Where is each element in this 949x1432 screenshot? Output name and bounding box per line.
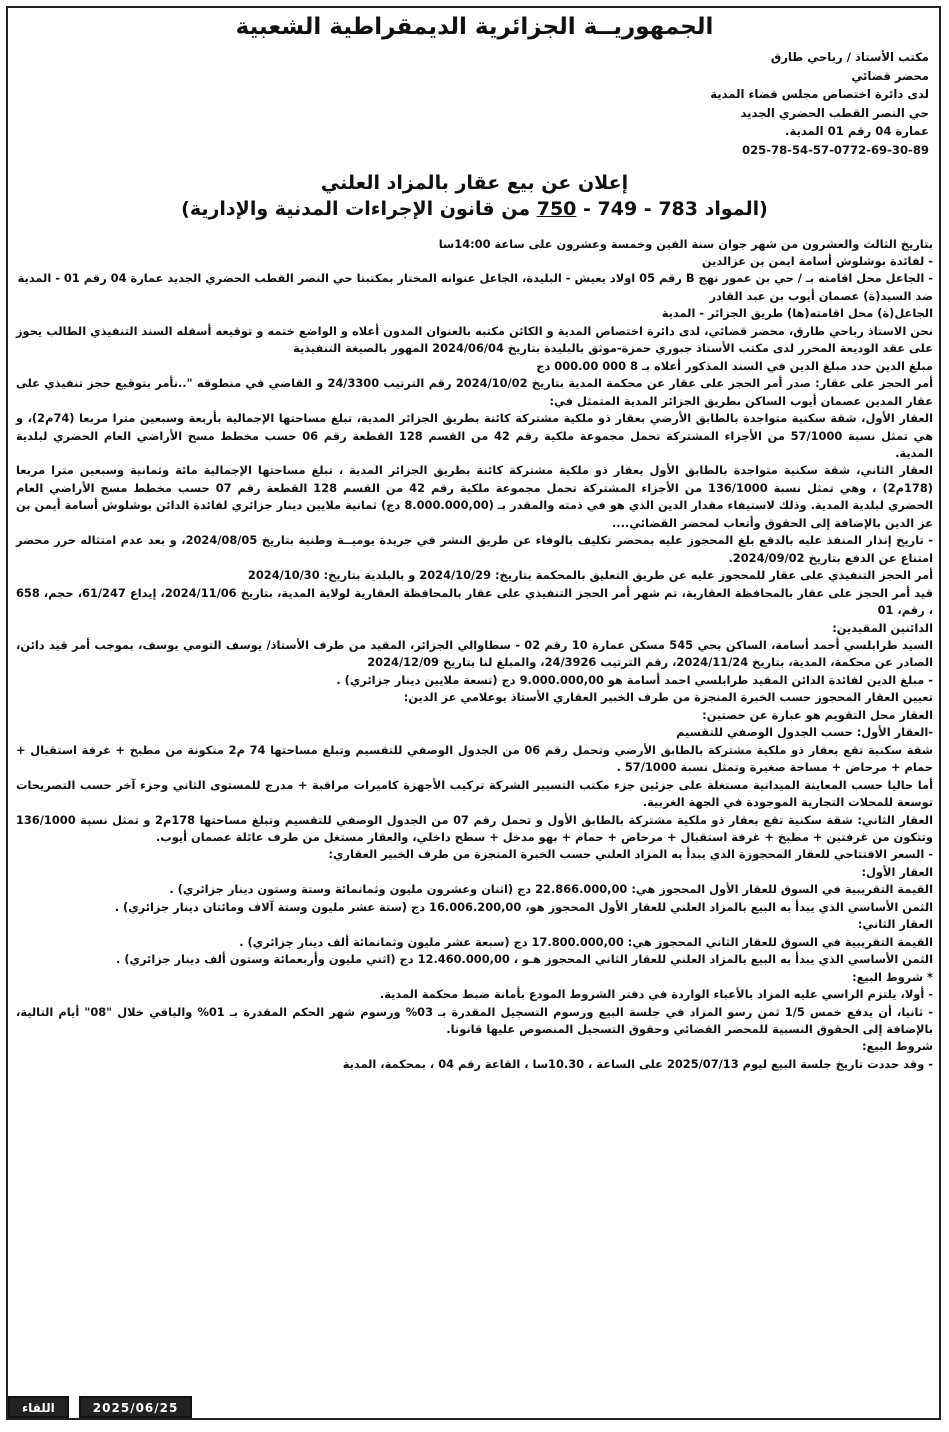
- announcement-articles: [16, 196, 933, 222]
- bailiff-office-block: [16, 48, 929, 160]
- body-paragraph: القيمة التقريبية في السوق للعقار الأول المحجوز هي: 22.866.000,00 دج (اثنان وعشرون مليون وثمانمائة وستة وستون دينار جزائري) .: [169, 882, 933, 897]
- body-paragraph: العقار الثاني، شقة سكنية متواجدة بالطابق الأول بعقار ذو ملكية مشتركة كائنة بطريق الجزائر المدية ، تبلغ مساحتها الإجمالية مائة وثمانية وسبعين مترا مربعا (178م2) ، وهي تمثل نسبة 136/1000 من الأجزاء المشتركة تحمل مجموعة ملكية رقم 42 من القسم 128 القطعة رقم 07 حسب مخطط مسح الأراضي العام الحضري لبلدية المدية. وذلك لاستيفاء مقدار الدين الذي هو في ذمته والمقدر بـ (8.000.000,00 دج) ثمانية ملايين دينار جزائري لفائدة الدائن بوشلوش أسامة أيمن بن عز الدين بالإضافة إلى الحقوق وأتعاب لمحضر القضائي....: [16, 463, 933, 530]
- footer-date: 2025/06/25: [79, 1396, 193, 1418]
- body-paragraph: مبلغ الدين حدد مبلغ الدين في السند المذكور أعلاه بـ 8 000 000.00 دج: [536, 358, 933, 373]
- body-paragraph: - السعر الافتتاحي للعقار المحجوزة الذي يبدأ به المزاد العلني حسب الخبرة المنجزة من طرف الخبير العقاري:: [328, 847, 933, 862]
- body-paragraph: * شروط البيع:: [852, 969, 933, 984]
- office-line: مكتب الأستاذ / رباحي طارق: [770, 50, 929, 64]
- body-paragraph: القيمة التقريبية في السوق للعقار الثاني المحجوز هي: 17.800.000,00 دج (سبعة عشر مليون وثمانمائة ألف دينار جزائري) .: [239, 934, 933, 949]
- body-paragraph: العقار الثاني: شقة سكنية تقع بعقار ذو ملكية مشتركة بالطابق الأول و تحمل رقم 07 من الجدول الوصفي للتقسيم وتبلغ مساحتها 178م2 و تمثل نسبة 136/1000 وتتكون من غرفتين + مطبخ + غرفة استقبال + مرحاض + حمام + بهو مدخل + سطح داخلي، والعقار مستغل من طرف عائلة عصمان أيوب.: [16, 812, 933, 844]
- body-paragraph: ضد السيد(ة) عصمان أيوب بن عبد القادر: [709, 288, 933, 303]
- article-separator: -: [576, 197, 598, 220]
- body-paragraph: السيد طرابلسي أحمد أسامة، الساكن بحي 545 مسكن عمارة 10 رقم 02 - سطاوالي الجزائر، المقيد من طرف الأستاذ/ يوسف التومي يوسف، بموجب أمر قيد دائن، الصادر عن محكمة، المدية، بتاريخ 2024/11/24، رقم الترتيب 24/3926، والمبلغ لنا بتاريخ 2024/12/09: [16, 637, 933, 670]
- article-749: 749: [597, 197, 638, 220]
- articles-suffix: من قانون الإجراءات المدنية والإدارية): [181, 197, 537, 220]
- body-paragraph: نحن الاستاذ رباحي طارق، محضر قضائي، لدى دائرة اختصاص المدية و الكائن مكتبه بالعنوان المدون أعلاه و الواضع ختمه و توقيعه أسفله السند التنفيذي الطالب يحوز على عقد الوديعة المحرر لدى مكتب الأستاذ جبوري حمزة-موثق بالبليدة بتاريخ 2024/06/04 المهور بالصيغة التنفيذية: [16, 323, 933, 356]
- body-paragraph: العقار محل التقويم هو عبارة عن حصتين:: [702, 707, 933, 722]
- body-paragraph: شقة سكنية تقع بعقار ذو ملكية مشتركة بالطابق الأرضي وتحمل رقم 06 من الجدول الوصفي للتقسيم وتبلغ مساحتها 74 م2 متكونة من مطبخ + غرفة استقبال + حمام + مرحاض + مساحة صغيرة وتمثل نسبة 57/1000 .: [16, 742, 934, 775]
- body-paragraph: شروط البيع:: [862, 1039, 933, 1054]
- article-750: 750: [536, 197, 577, 220]
- office-line: محضر قضائي: [851, 68, 929, 83]
- body-paragraph: الجاعل(ة) محل اقامته(ها) طريق الجزائر - المدية: [661, 306, 933, 321]
- announcement-title: إعلان عن بيع عقار بالمزاد العلني: [320, 171, 629, 194]
- body-paragraph: قيد أمر الحجز على عقار بالمحافظة العقارية، تم شهر أمر الحجز التنفيذي على عقار بالمحافظة العقارية لولاية المدية، بتاريخ 2024/11/06، إيداع 61/247، حجم، 658 ، رقم، 01: [16, 585, 933, 618]
- footer: [8, 1396, 202, 1418]
- body-paragraph: بتاريخ الثالث والعشرون من شهر جوان سنة الفين وخمسة وعشرون على ساعة 14:00سا: [438, 236, 933, 251]
- body-paragraph: العقار الأول، شقة سكنية متواجدة بالطابق الأرضي بعقار ذو ملكية مشتركة كائنة بطريق الجزائر المدية، تبلغ مساحتها الإجمالية بأربعة وسبعين مترا مربعا (74م2)، و هي تمثل نسبة 57/1000 من الأجزاء المشتركة تحمل مجموعة ملكية رقم 42 من القسم 128 القطعة رقم 06 حسب مخطط مسح الأراضي العام الحضري لبلدية المدية.: [16, 411, 933, 460]
- body-paragraph: - مبلغ الدين لفائدة الدائن المقيد طرابلسي احمد أسامة هو 9.000.000,00 دج (تسعة ملايين دينار جزائري) .: [336, 672, 933, 687]
- body-paragraph: الدائنين المقيدين:: [832, 620, 933, 635]
- office-line: حي النصر القطب الحضري الجديد: [740, 105, 929, 120]
- body-paragraph: - أولا، يلتزم الراسي عليه المزاد بالأعباء الواردة في دفتر الشروط المودع بأمانة ضبط محكمة المدية.: [379, 987, 933, 1002]
- body-paragraph: - ثانيا، أن يدفع خمس 1/5 ثمن رسو المزاد في جلسة البيع ورسوم التسجيل المقدرة بـ 03% ورسوم شهر الحكم المقدرة بـ 01% والباقي خلال "08" أيام التالية، بالإضافة إلى الحقوق النسبية للمحضر القضائي وحقوق التسجيل المنصوص عليها قانونا.: [16, 1004, 933, 1036]
- body-paragraph: - لفائدة بوشلوش أسامة ايمن بن عزالدين: [701, 254, 933, 269]
- body-paragraph: أما حاليا حسب المعاينة الميدانية مستغلة على جزئين جزء مكتب التسيير الشركة تركيب الأجهزة كاميرات مراقبة + مدرج للمستوى الثاني وجزء آخر حسب التصريحات توسعة للمحلات التجارية الموجودة في الجهة الغربية.: [16, 777, 933, 810]
- body-paragraph: الثمن الأساسي الذي يبدأ به البيع بالمزاد العلني للعقار الأول المحجوز هو، 16.006.200,00 دج (ستة عشر مليون وستة آلاف ومائتان دينار جزائري) .: [114, 899, 933, 914]
- notice-content: [16, 8, 933, 1073]
- articles-prefix: (المواد: [697, 197, 768, 220]
- article-783: 783: [658, 197, 698, 220]
- notice-body: [16, 236, 933, 1074]
- body-paragraph: أمر الحجز على عقار: صدر أمر الحجز على عقار عن محكمة المدية بتاريخ 2024/10/02 رقم الترتيب 24/3300 و القاضي في منطوقه "..نأمر بتوقيع حجز تنفيذي على عقار المدين عصمان أيوب الساكن بطريق الجزائر المدية المتمثل في:: [16, 376, 933, 408]
- republic-heading: الجمهوريــة الجزائرية الديمقراطية الشعبية: [235, 14, 714, 40]
- body-paragraph: العقار الأول:: [861, 864, 933, 879]
- body-paragraph: -العقار الأول: حسب الجدول الوصفي للتقسيم: [676, 725, 933, 740]
- office-phones: 025-78-54-57-0772-69-30-89: [742, 142, 929, 157]
- body-paragraph: - وقد حددت تاريخ جلسة البيع ليوم 2025/07/13 على الساعة ، 10.30سا ، القاعة رقم 04 ، بمحكمة، المدية: [342, 1056, 933, 1071]
- footer-source-label: اللقاء: [8, 1396, 69, 1418]
- body-paragraph: العقار الثاني:: [857, 917, 933, 932]
- body-paragraph: الثمن الأساسي الذي يبدأ به البيع بالمزاد العلني للعقار الثاني المحجوز هـو ، 12.460.000,00 دج (اثني مليون وأربعمائة وستون ألف دينار جزائري) .: [116, 952, 933, 967]
- article-separator: -: [637, 197, 659, 220]
- body-paragraph: - الجاعل محل اقامته بـ / حي بن عمور نهج B رقم 05 اولاد يعيش - البليدة، الجاعل عنوانه المختار بمكتبنا حي النصر القطب الحضري الجديد عمارة 04 رقم 01 - المدية: [17, 271, 933, 286]
- body-paragraph: تعيين العقار المحجوز حسب الخبرة المنجزة من طرف الخبير العقاري الأستاذ بوعلامي عز الدين:: [403, 690, 933, 705]
- body-paragraph: - تاريخ إنذار المنفذ عليه بالدفع بلغ المحجوز عليه بمحضر تكليف بالوفاء عن طريق النشر في جريدة يوميــة وطنية بتاريخ 2024/08/05، و بعد عدم امتثاله حرر محضر امتناع عن الدفع بتاريخ 2024/09/02.: [16, 533, 933, 565]
- body-paragraph: أمر الحجز التنفيذي على عقار للمحجوز عليه عن طريق التعليق بالمحكمة بتاريخ: 2024/10/29 و بالبلدية بتاريخ: 2024/10/30: [247, 568, 933, 583]
- office-line: عمارة 04 رقم 01 المدية.: [785, 124, 929, 139]
- office-line: لدى دائرة اختصاص مجلس قضاء المدية: [710, 87, 929, 102]
